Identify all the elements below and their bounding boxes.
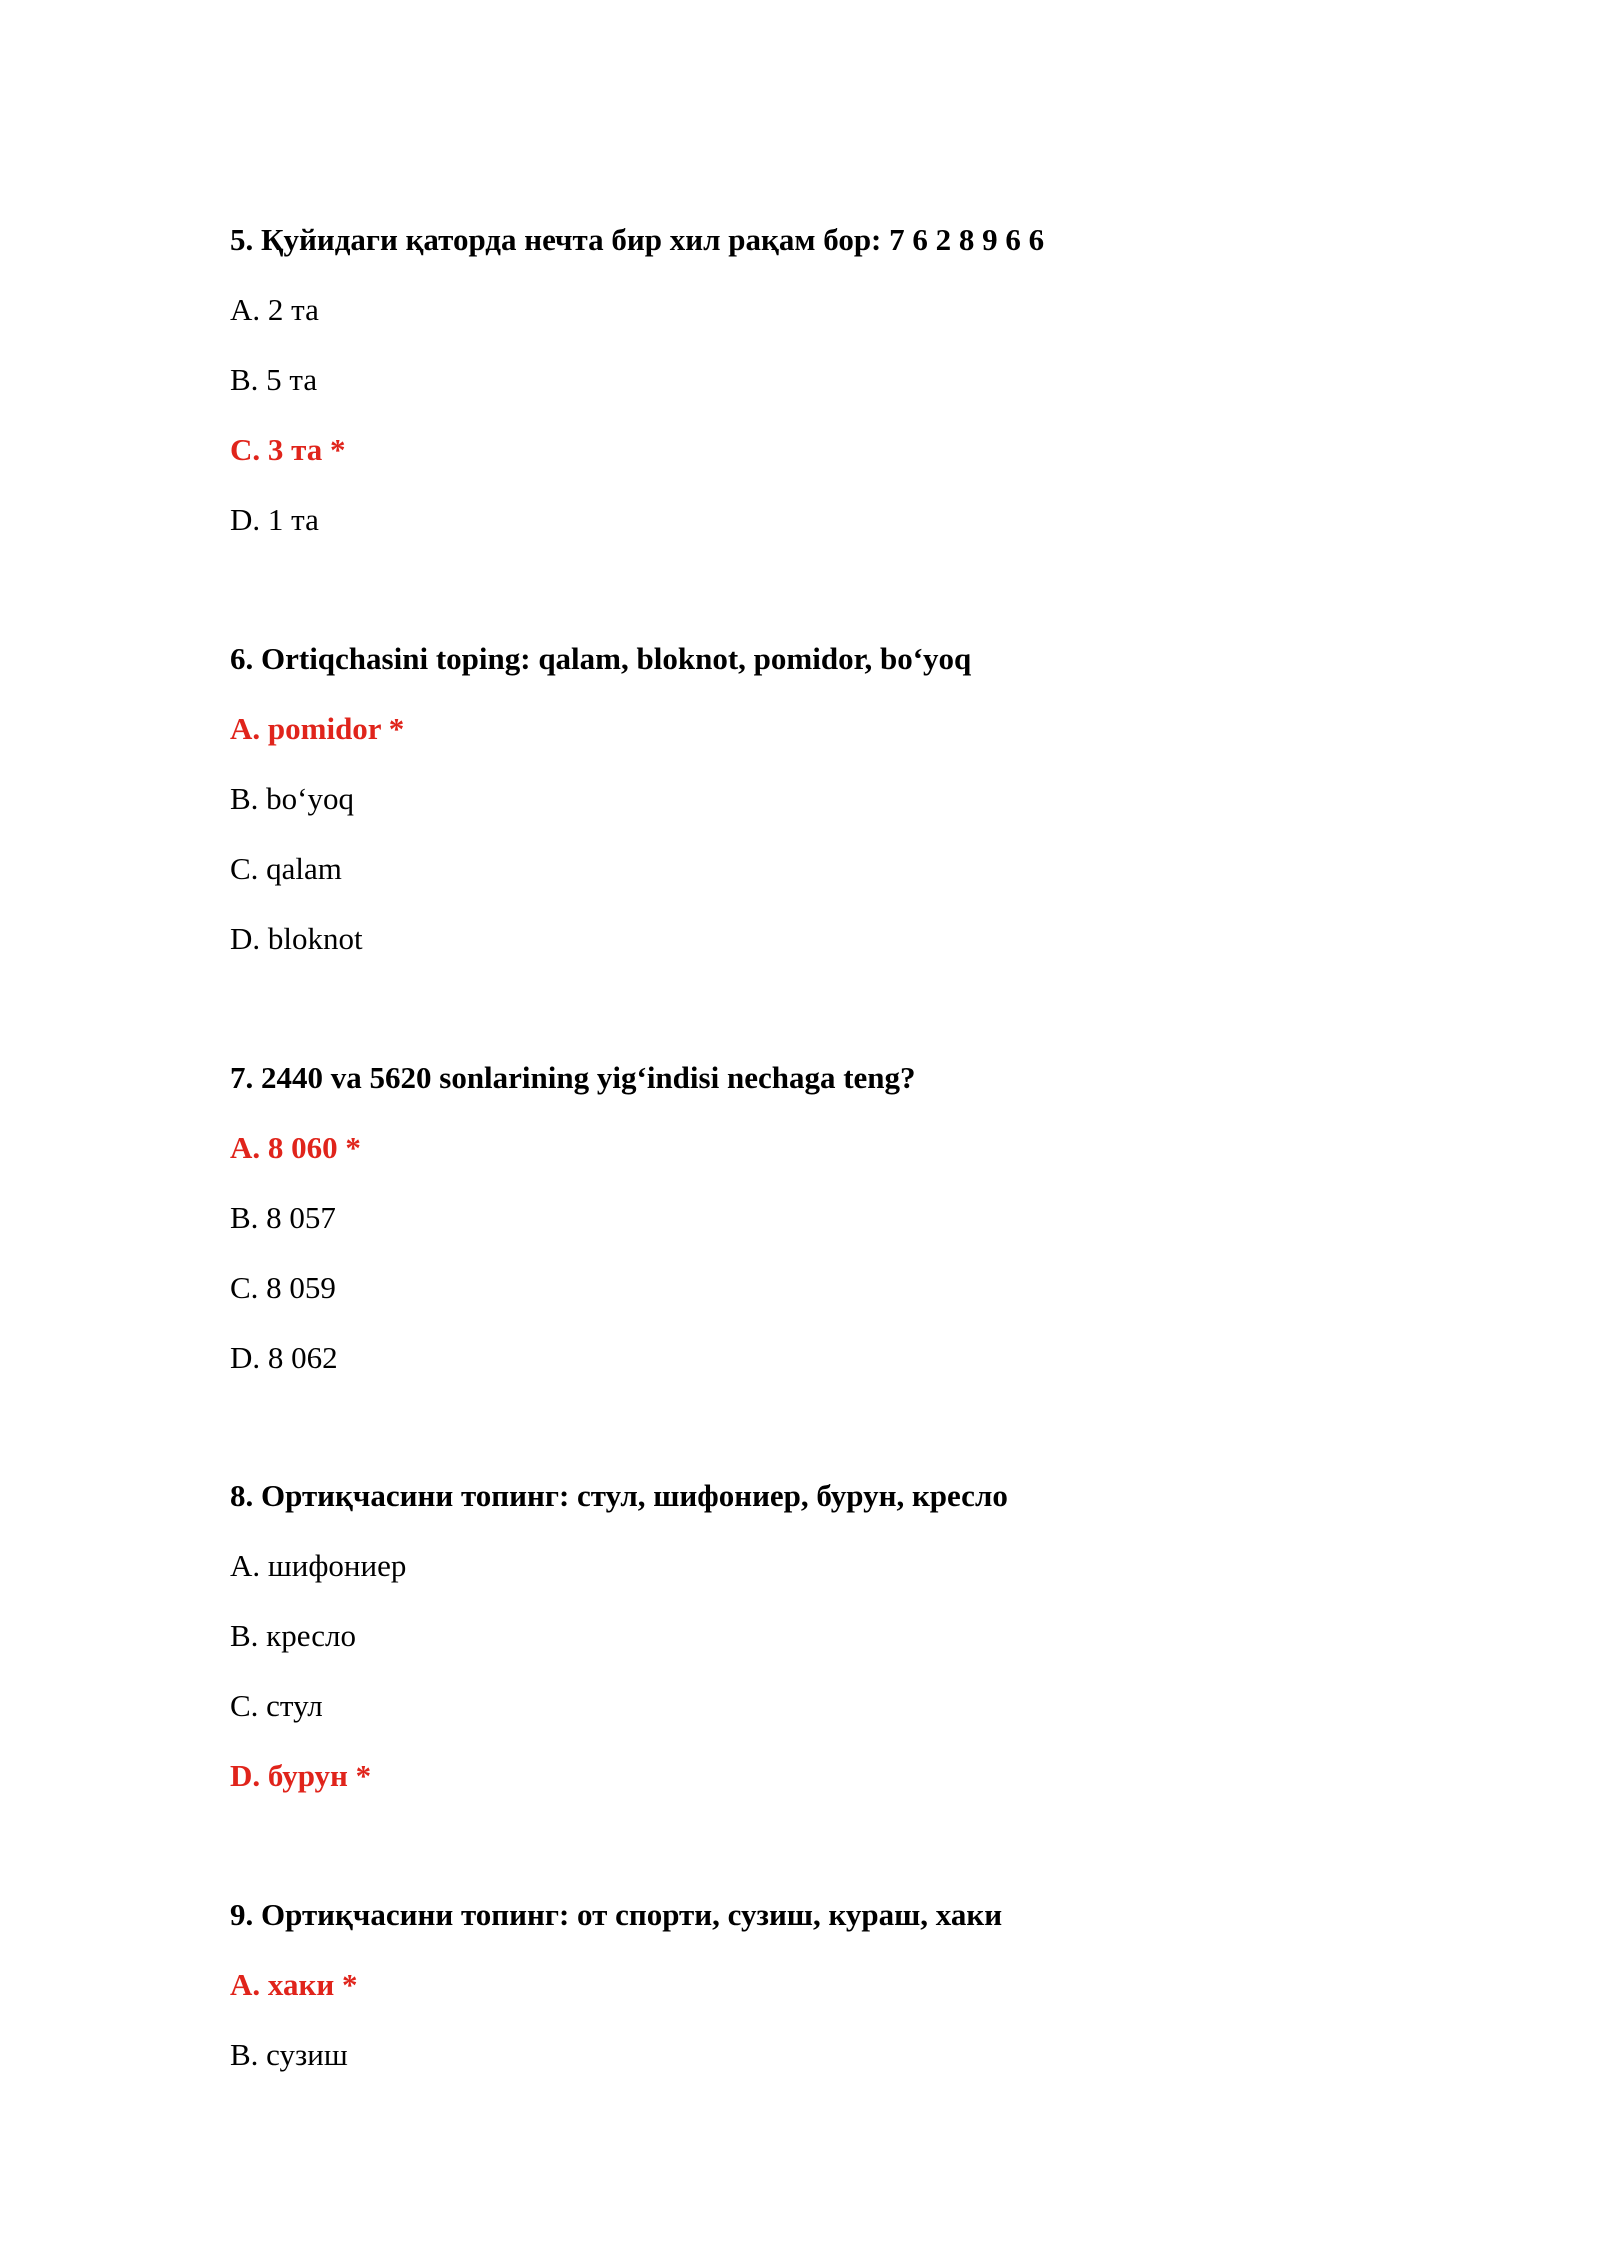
option-d: D. 8 062	[230, 1340, 338, 1375]
option-b: B. bo‘yoq	[230, 781, 354, 816]
option-a-correct: A. хаки *	[230, 1967, 358, 2002]
option-c: C. стул	[230, 1688, 323, 1723]
option-c: C. qalam	[230, 851, 342, 886]
option-b: B. сузиш	[230, 2037, 348, 2072]
option-c: C. 8 059	[230, 1270, 336, 1305]
question-8	[230, 1478, 1430, 1794]
question-5	[230, 222, 1430, 538]
option-d: D. bloknot	[230, 921, 363, 956]
question-text: 9. Ортиқчасини топинг: от спорти, сузиш, кураш, хаки	[230, 1897, 1003, 1932]
option-b: B. 8 057	[230, 1200, 336, 1235]
option-a: A. шифониер	[230, 1548, 407, 1583]
option-a: A. 2 та	[230, 292, 319, 327]
question-text: 7. 2440 va 5620 sonlarining yig‘indisi nechaga teng?	[230, 1060, 916, 1095]
option-a-correct: A. 8 060 *	[230, 1130, 361, 1165]
option-d-correct: D. бурун *	[230, 1758, 372, 1793]
option-d: D. 1 та	[230, 502, 319, 537]
question-6	[230, 641, 1430, 957]
question-7	[230, 1060, 1430, 1376]
question-text: 5. Қуйидаги қаторда нечта бир хил рақам бор: 7 6 2 8 9 6 6	[230, 222, 1045, 257]
question-text: 6. Ortiqchasini toping: qalam, bloknot, pomidor, bo‘yoq	[230, 641, 972, 676]
question-text: 8. Ортиқчасини топинг: стул, шифониер, бурун, кресло	[230, 1478, 1008, 1513]
question-9	[230, 1897, 1430, 2073]
option-b: B. кресло	[230, 1618, 356, 1653]
option-c-correct: C. 3 та *	[230, 432, 346, 467]
option-b: B. 5 та	[230, 362, 318, 397]
option-a-correct: A. pomidor *	[230, 711, 405, 746]
